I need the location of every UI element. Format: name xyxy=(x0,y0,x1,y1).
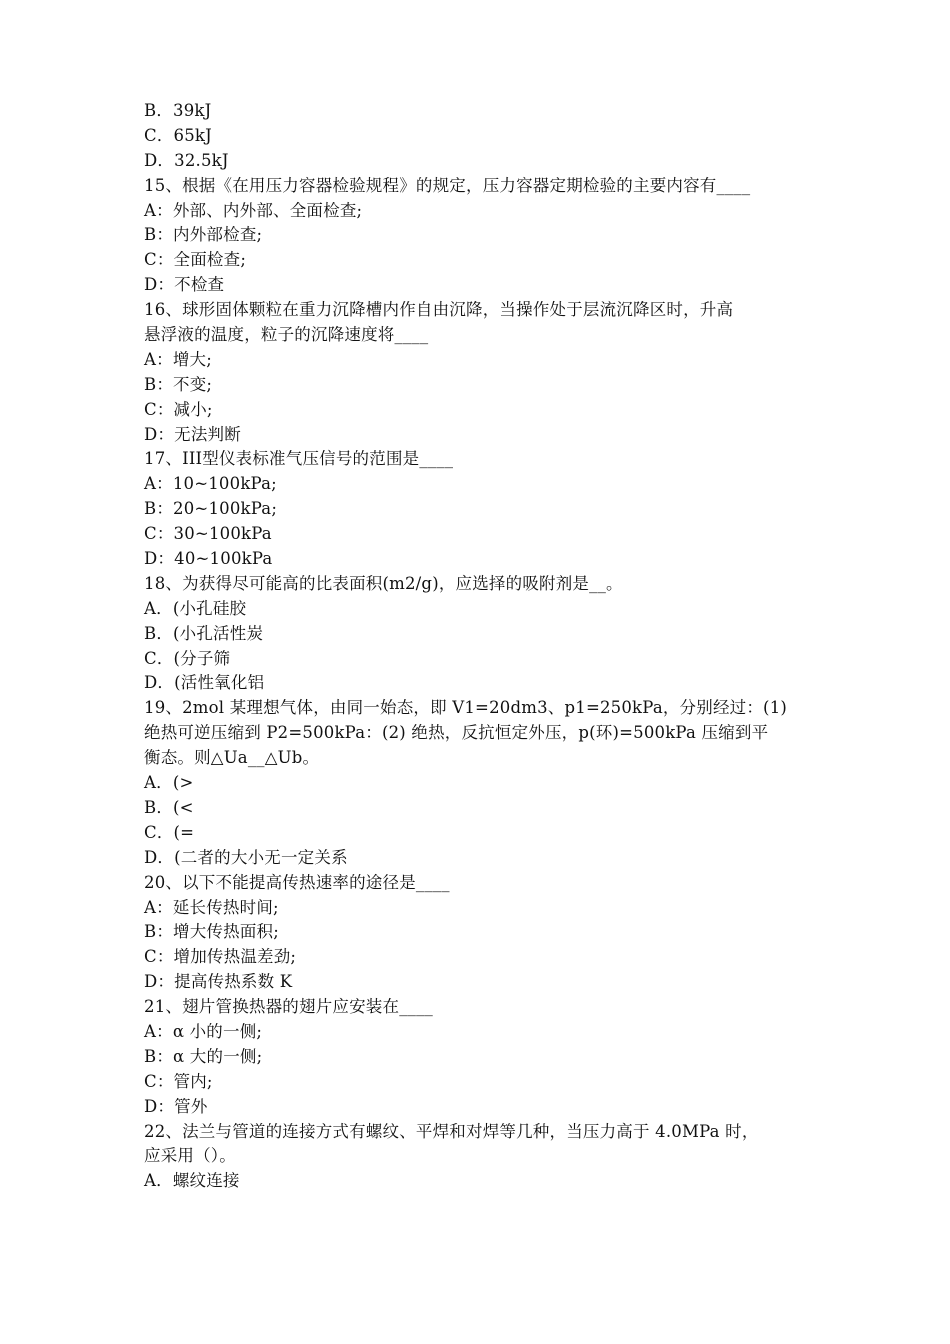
option-18-c: C．(分子筛 xyxy=(144,648,231,668)
question-16-line-2: 悬浮液的温度，粒子的沉降速度将____ xyxy=(144,325,429,345)
option-20-c: C：增加传热温差劲; xyxy=(144,947,297,967)
option-18-d: D．(活性氧化铝 xyxy=(144,673,265,693)
question-15: 15、根据《在用压力容器检验规程》的规定，压力容器定期检验的主要内容有____ xyxy=(144,175,751,195)
option-14-b: B．39kJ xyxy=(144,101,212,120)
option-17-b: B：20~100kPa; xyxy=(144,499,278,519)
option-22-a: A．螺纹连接 xyxy=(144,1171,240,1191)
option-14-c: C．65kJ xyxy=(144,125,212,145)
question-22-line-2: 应采用（）。 xyxy=(144,1146,236,1166)
question-21: 21、翅片管换热器的翅片应安装在____ xyxy=(144,997,433,1017)
question-19-line-1: 19、2mol 某理想气体，由同一始态，即 V1=20dm3、p1=250kPa，分别经过：(1) xyxy=(144,698,788,718)
question-19-line-3: 衡态。则△Ua__△Ub。 xyxy=(144,748,320,768)
option-15-b: B：内外部检查; xyxy=(144,225,263,245)
option-17-a: A：10~100kPa; xyxy=(144,474,277,494)
question-20: 20、以下不能提高传热速率的途径是____ xyxy=(144,872,450,892)
option-15-d: D：不检查 xyxy=(144,275,225,295)
document-body xyxy=(144,99,808,1194)
option-17-d: D：40~100kPa xyxy=(144,549,273,569)
option-16-b: B：不变; xyxy=(144,374,213,394)
option-19-c: C．(= xyxy=(144,822,195,842)
option-21-b: B：α 大的一侧; xyxy=(144,1046,263,1066)
option-15-c: C：全面检查; xyxy=(144,250,247,270)
question-19-line-2: 绝热可逆压缩到 P2=500kPa：(2) 绝热，反抗恒定外压，p(环)=500kPa 压缩到平 xyxy=(144,723,769,743)
option-15-a: A：外部、内外部、全面检查; xyxy=(144,200,363,220)
option-19-a: A．(> xyxy=(144,773,194,793)
option-20-b: B：增大传热面积; xyxy=(144,922,279,942)
option-16-d: D：无法判断 xyxy=(144,424,241,444)
option-21-c: C：管内; xyxy=(144,1071,213,1091)
question-17: 17、III型仪表标准气压信号的范围是____ xyxy=(144,449,454,469)
question-18: 18、为获得尽可能高的比表面积(m2/g)，应选择的吸附剂是__。 xyxy=(144,573,623,593)
option-19-d: D．(二者的大小无一定关系 xyxy=(144,847,348,867)
option-20-a: A：延长传热时间; xyxy=(144,897,279,917)
option-18-b: B．(小孔活性炭 xyxy=(144,623,264,643)
option-19-b: B．(< xyxy=(144,797,194,817)
option-20-d: D：提高传热系数 K xyxy=(144,972,293,992)
option-21-a: A：α 小的一侧; xyxy=(144,1021,263,1041)
option-17-c: C：30~100kPa xyxy=(144,524,272,544)
option-18-a: A．(小孔硅胶 xyxy=(144,598,247,618)
question-22-line-1: 22、法兰与管道的连接方式有螺纹、平焊和对焊等几种，当压力高于 4.0MPa 时， xyxy=(144,1121,759,1141)
option-16-c: C：减小; xyxy=(144,399,213,419)
option-16-a: A：增大; xyxy=(144,349,212,369)
question-16-line-1: 16、球形固体颗粒在重力沉降槽内作自由沉降，当操作处于层流沉降区时，升高 xyxy=(144,300,734,320)
option-21-d: D：管外 xyxy=(144,1096,208,1116)
option-14-d: D．32.5kJ xyxy=(144,150,229,170)
